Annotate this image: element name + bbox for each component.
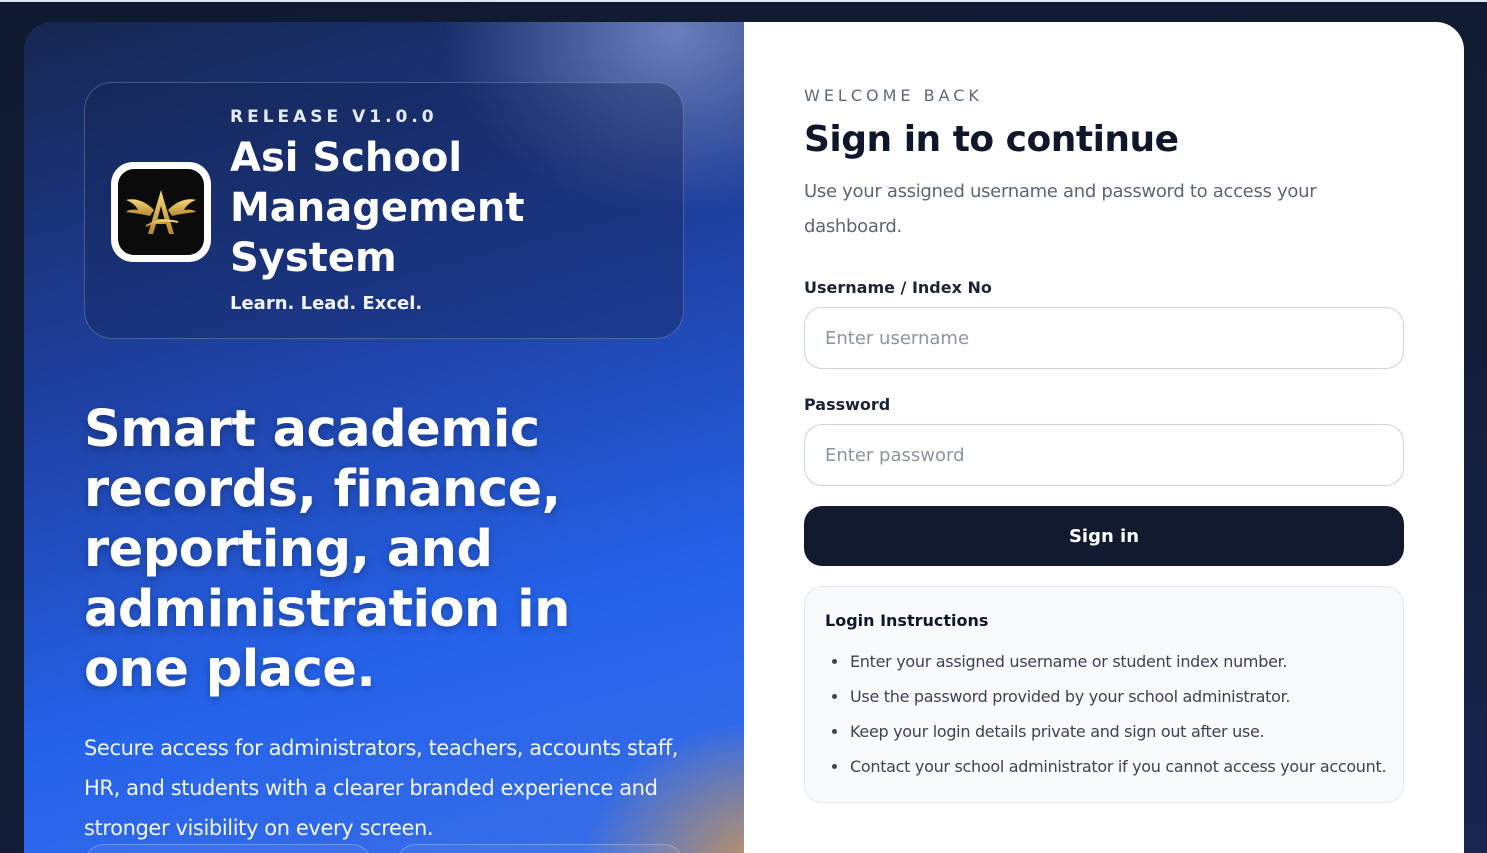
top-border-line — [0, 0, 1487, 2]
hero-headline: Smart academic records, finance, reporting, and administration in one place. — [84, 400, 570, 699]
school-logo — [111, 162, 211, 262]
feature-card — [84, 844, 372, 853]
login-card — [24, 22, 1464, 853]
brand-card — [84, 82, 684, 339]
sign-in-panel — [744, 22, 1464, 853]
brand-tagline: Learn. Lead. Excel. — [230, 293, 423, 314]
welcome-eyebrow: WELCOME BACK — [804, 86, 983, 105]
sign-in-title: Sign in to continue — [804, 119, 1179, 160]
hero-panel — [24, 22, 744, 853]
brand-title: Asi School Management System — [230, 135, 525, 281]
password-input[interactable] — [804, 424, 1404, 486]
username-label: Username / Index No — [804, 278, 992, 297]
sign-in-button[interactable]: Sign in — [804, 506, 1404, 566]
list-item: Use the password provided by your school administrator. — [825, 679, 1383, 714]
feature-card — [396, 844, 684, 853]
hero-description: Secure access for administrators, teachers, accounts staff, HR, and students with a clearer branded experience and stronger visibility on every screen. — [84, 736, 679, 840]
list-item: Keep your login details private and sign out after use. — [825, 714, 1383, 749]
username-input[interactable] — [804, 307, 1404, 369]
login-instructions — [804, 586, 1404, 803]
release-version: RELEASE V1.0.0 — [230, 107, 438, 127]
instructions-list — [825, 644, 1387, 784]
instructions-title: Login Instructions — [825, 611, 989, 630]
list-item: Contact your school administrator if you cannot access your account. — [825, 749, 1383, 784]
password-label: Password — [804, 395, 891, 414]
sign-in-subtitle: Use your assigned username and password to access your dashboard. — [804, 181, 1317, 237]
winged-a-logo-icon — [118, 169, 204, 255]
list-item: Enter your assigned username or student index number. — [825, 644, 1383, 679]
